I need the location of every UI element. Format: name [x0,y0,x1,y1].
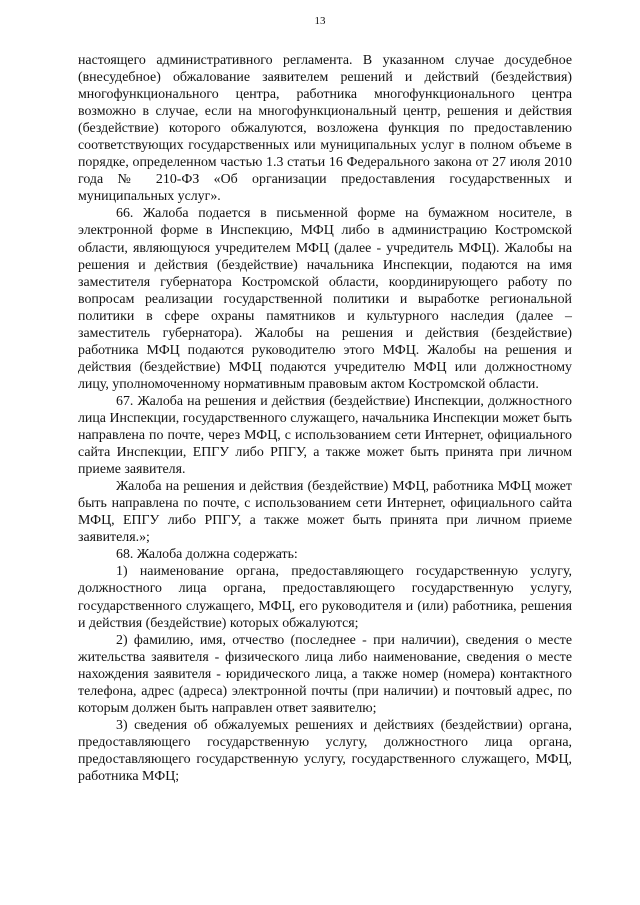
list-item-2: 2) фамилию, имя, отчество (последнее - при наличии), сведения о месте жительства заявителя - физического лица либо наименование, сведения о месте нахождения заявителя - юридического лица, а также номер (номера) контактного телефона, адрес (адреса) электронной почты (при наличии) и почтовый адрес, по которым должен быть направлен ответ заявителю; [78,632,572,716]
list-item-3: 3) сведения об обжалуемых решениях и действиях (бездействии) органа, предоставляющего государственную услугу, должностного лица органа, предоставляющего государственную услугу, государственного служащего, МФЦ, работника МФЦ; [78,717,572,784]
page-number: 13 [314,15,326,27]
list-item-1: 1) наименование органа, предоставляющего государственную услугу, должностного лица органа, предоставляющего государственную услугу, государственного служащего, МФЦ, его руководителя и (или) работника, решения и действия (бездействие) которых обжалуются; [78,564,572,631]
paragraph-67-mfc: Жалоба на решения и действия (бездействие) МФЦ, работника МФЦ может быть направлена по почте, с использованием сети Интернет, официального сайта МФЦ, ЕПГУ либо РПГУ, а также может быть принята при личном приеме заявителя.»; [78,479,572,546]
paragraph-68: 68. Жалоба должна содержать: [116,547,298,563]
paragraph-66: 66. Жалоба подается в письменной форме на бумажном носителе, в электронной форме в Инспекцию, МФЦ либо в администрацию Костромской области, являющуюся учредителем МФЦ (далее - учредитель МФЦ). Жалобы на решения и действия (бездействие) начальника Инспекции, подаются на имя заместителя губернатора Костромской области, координирующего работу по вопросам реализации государственной политики и выработке региональной политики в сфере охраны памятников и культурного наследия (далее – заместитель губернатора). Жалобы на решения и действия (бездействие) работника МФЦ подаются руководителю этого МФЦ. Жалобы на решения и действия (бездействие) МФЦ подаются учредителю МФЦ или должностному лицу, уполномоченному нормативным правовым актом Костромской области. [78,206,572,392]
paragraph-continuation: настоящего административного регламента. В указанном случае досудебное (внесудебное) обжалование заявителем решений и действий (бездействия) многофункционального центра, работника многофункционального центра возможно в случае, если на многофункциональный центр, решения и действия (бездействие) которого обжалуются, возложена функция по предоставлению соответствующих государственных или муниципальных услуг в полном объеме в порядке, определенном частью 1.3 статьи 16 Федерального закона от 27 июля 2010 года № 210-ФЗ «Об организации предоставления государственных и муниципальных услуг». [78,53,572,205]
paragraph-67: 67. Жалоба на решения и действия (бездействие) Инспекции, должностного лица Инспекции, государственного служащего, начальника Инспекции может быть направлена по почте, через МФЦ, с использованием сети Интернет, официального сайта Инспекции, ЕПГУ либо РПГУ, а также может быть принята при личном приеме заявителя. [78,393,572,478]
document-body [78,52,572,785]
